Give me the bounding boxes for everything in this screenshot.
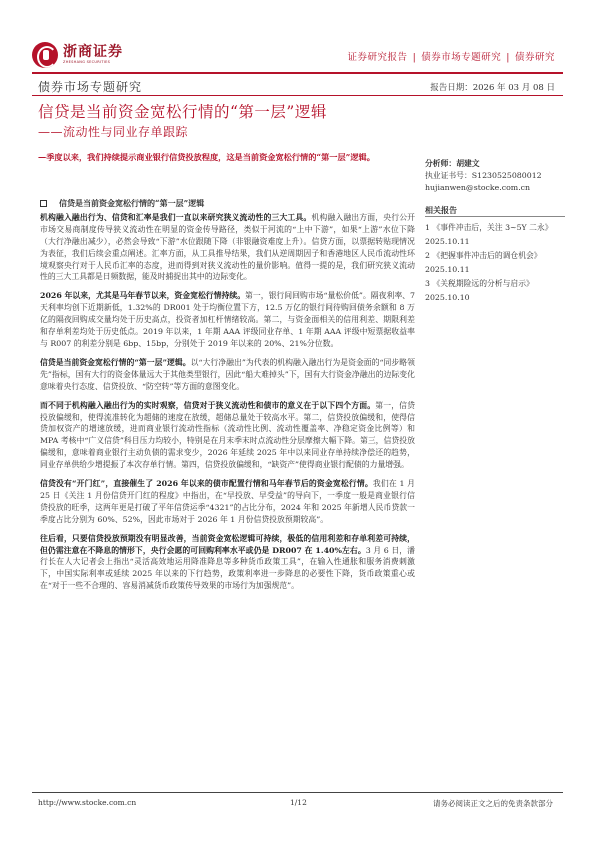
paragraph-lead: 而不同于机构融入融出行为的实时观察，信贷对于狭义流动性和债市的意义在于以下四个方面。 (40, 400, 376, 410)
paragraph-lead: 信贷没有“开门红”，直接催生了 2026 年以来的债市配置行情和马年春节后的资金宽松行情。 (40, 479, 373, 489)
body-paragraph (40, 357, 415, 393)
section-heading-text: 信贷是当前资金宽松行情的“第一层”逻辑 (59, 198, 205, 208)
disclaimer-note: 请务必阅读正文之后的免责条款部分 (433, 799, 553, 808)
related-reports-list (425, 221, 565, 305)
nav-item-research-report: 证券研究报告 (347, 52, 408, 63)
section-heading (40, 198, 415, 210)
related-report-item[interactable]: 3 《关税期险远的分析与启示》 2025.10.10 (425, 279, 534, 302)
body-paragraph (40, 533, 415, 593)
body-paragraph (40, 212, 415, 283)
report-date: 报告日期：2026 年 03 月 08 日 (430, 83, 555, 93)
checkbox-bullet-icon (40, 200, 47, 207)
paragraph-text: 以“大行净融出”为代表的机构融入融出行为是资金面的“同步略领先”指标，国有大行的资金体量远大于其他类型银行，因此“船大难掉头”下，国有大行资金净融出的边际变化意味着央行态度、信贷投放、“防空转”等方面的意图变化。 (40, 357, 415, 391)
analyst-cert: 执业证书号：S1230525080012 (425, 171, 542, 180)
header-divider (32, 72, 563, 74)
analyst-email[interactable]: hujianwen@stocke.com.cn (425, 183, 531, 192)
related-divider (425, 216, 565, 217)
paragraph-text: 3 月 6 日，潘行长在人大记者会上指出“灵活高效地运用降准降息等多种货币政策工具”，在输入性通胀和服务消费刺激下，中国实际利率或延续 2025 年以来的下行趋势，政策利率进一步降息的必要性下降，货币政策重心或在“对于一些不合理的、容易消减货币政策传导效果的市场行为加强规范”。 (40, 545, 415, 591)
paragraph-lead: 往后看，只要信贷投放预期没有明显改善，当前资金宽松逻辑可持续，极低的信用利差和存单利差可持续，但仍需注意在不降息的情形下，央行会愿的可回购利率水平或仍是 DR007 在 1.40%左右。 (40, 533, 415, 555)
paragraph-lead: 2026 年以来，尤其是马年春节以来，资金宽松行情持续。 (40, 291, 246, 301)
logo-name-cn: 浙商证券 (63, 44, 123, 60)
lead-summary: —季度以来，我们持续提示商业银行信贷投放程度，这是当前资金宽松行情的“第一层”逻辑。 (38, 152, 375, 162)
body-text (40, 198, 415, 599)
logo-mark-icon (32, 42, 58, 68)
paragraph-text: 机构融入融出方面，央行公开市场交易商制度传导狭义流动性在明显的资金传导路径，类似于河流的“上中下游”，如果“上游”水位下降（大行净融出减少），必然会导致“下游”水位跟随下降（非银融资难度上升）。信贷方面，以票据转贴现情况为表征，我们后续会重点阐述。汇率方面，从工具推导结果，我们从逆周期因子和香港地区人民币流动性环境观察央行对于人民币汇率的态度，进而得到对狭义流动性的量价影响。值得一提的是，我们研究狭义流动性的三大工具都是日频数据，能及时捕捉出其中的边际变化。 (40, 212, 416, 282)
nav-item-bond-special: 债券市场专题研究 (421, 52, 502, 63)
nav-item-bond-research: 债券研究 (514, 52, 555, 63)
series-title: 债券市场专题研究 (38, 80, 143, 94)
title-divider (32, 95, 563, 96)
report-title: 信贷是当前资金宽松行情的“第一层”逻辑 (38, 103, 327, 121)
footer-website-link[interactable]: http://www.stocke.com.cn (38, 798, 137, 807)
nav-separator: | (412, 52, 417, 63)
top-nav (348, 49, 555, 63)
paragraph-text: 第一，信贷投放偏缓和，使得流准转化为超储的速度在放缓，超储总量处于较高水平。第二，信贷投放偏缓和，使得信贷加权资产的增速放缓，进而商业银行流动性指标（流动性比例、流动性覆盖率、净稳定资金比例等）和 MPA 考核中“广义信贷”科目压力均较小，特别是在月末季末时点流动性分层摩擦大幅下降。第三，信贷投放偏缓和，意味着商业银行主动负债的需求变少，2026 年延续 2025 年中以来同业存单持续净偿还的趋势，同业存单供给少增提振了本次存单行情。第四，信贷投放偏缓和，“缺资产”使得商业银行配债的力量增强。 (40, 400, 416, 470)
body-paragraph (40, 290, 415, 350)
nav-separator: | (506, 52, 510, 63)
related-report-item[interactable]: 2 《把握事件冲击后的调仓机会》 2025.10.11 (425, 251, 542, 274)
logo-name-en: ZHESHANG SECURITIES (63, 60, 111, 64)
analyst-label: 分析师： (425, 159, 457, 168)
related-reports-heading: 相关报告 (425, 205, 457, 215)
company-logo (32, 40, 124, 70)
paragraph-text: 第一，银行间回购市场“量松价低”。隔夜利率、7 天利率均创下近期新低，1.32%的 DR001 处于均衡位置下方，12.5 万亿的银行间待购回债务余额和 8 万亿的隔夜回购成交量均处于历史高点，投资者加杠杆情绪较高。第二，与资金面相关的信用利差、期限利差和存单利差均处于历史低点。2019 年以来，1 年期 AAA 评级同业存单、1 年期 AAA 评级中短票据收益率与 R007 的利差分别是 6bp、15bp，分别处于 2019 年以来的 20%、21%分位数。 (40, 291, 415, 348)
paragraph-lead: 信贷是当前资金宽松行情的“第一层”逻辑。 (40, 357, 191, 367)
page-number: 1/12 (290, 798, 307, 807)
body-paragraph (40, 478, 415, 526)
related-report-item[interactable]: 1 《事件冲击后，关注 3~5Y 二永》 2025.10.11 (425, 223, 553, 246)
paragraph-lead: 机构融入融出行为、信贷和汇率是我们一直以来研究狭义流动性的三大工具。 (40, 212, 312, 222)
body-paragraph (40, 400, 415, 471)
footer-divider (32, 792, 563, 793)
report-subtitle: ——流动性与同业存单跟踪 (38, 125, 189, 139)
paragraph-text: 我们在 1 月 25 日《关注 1 月份信贷开门红的程度》中指出，在“早投放、早受益”的导向下，一季度一般是商业银行信贷投放的旺季，这两年更是打破了平年信贷运季“4321”的占比分布，2024 年和 2025 年新增人民币贷款一季度占比分别为 60%、52%，因此市场对于 2026 年 1 月份信贷投放预期较高”。 (40, 479, 415, 524)
analyst-name: 胡建文 (456, 159, 480, 168)
analyst-info (425, 158, 575, 194)
